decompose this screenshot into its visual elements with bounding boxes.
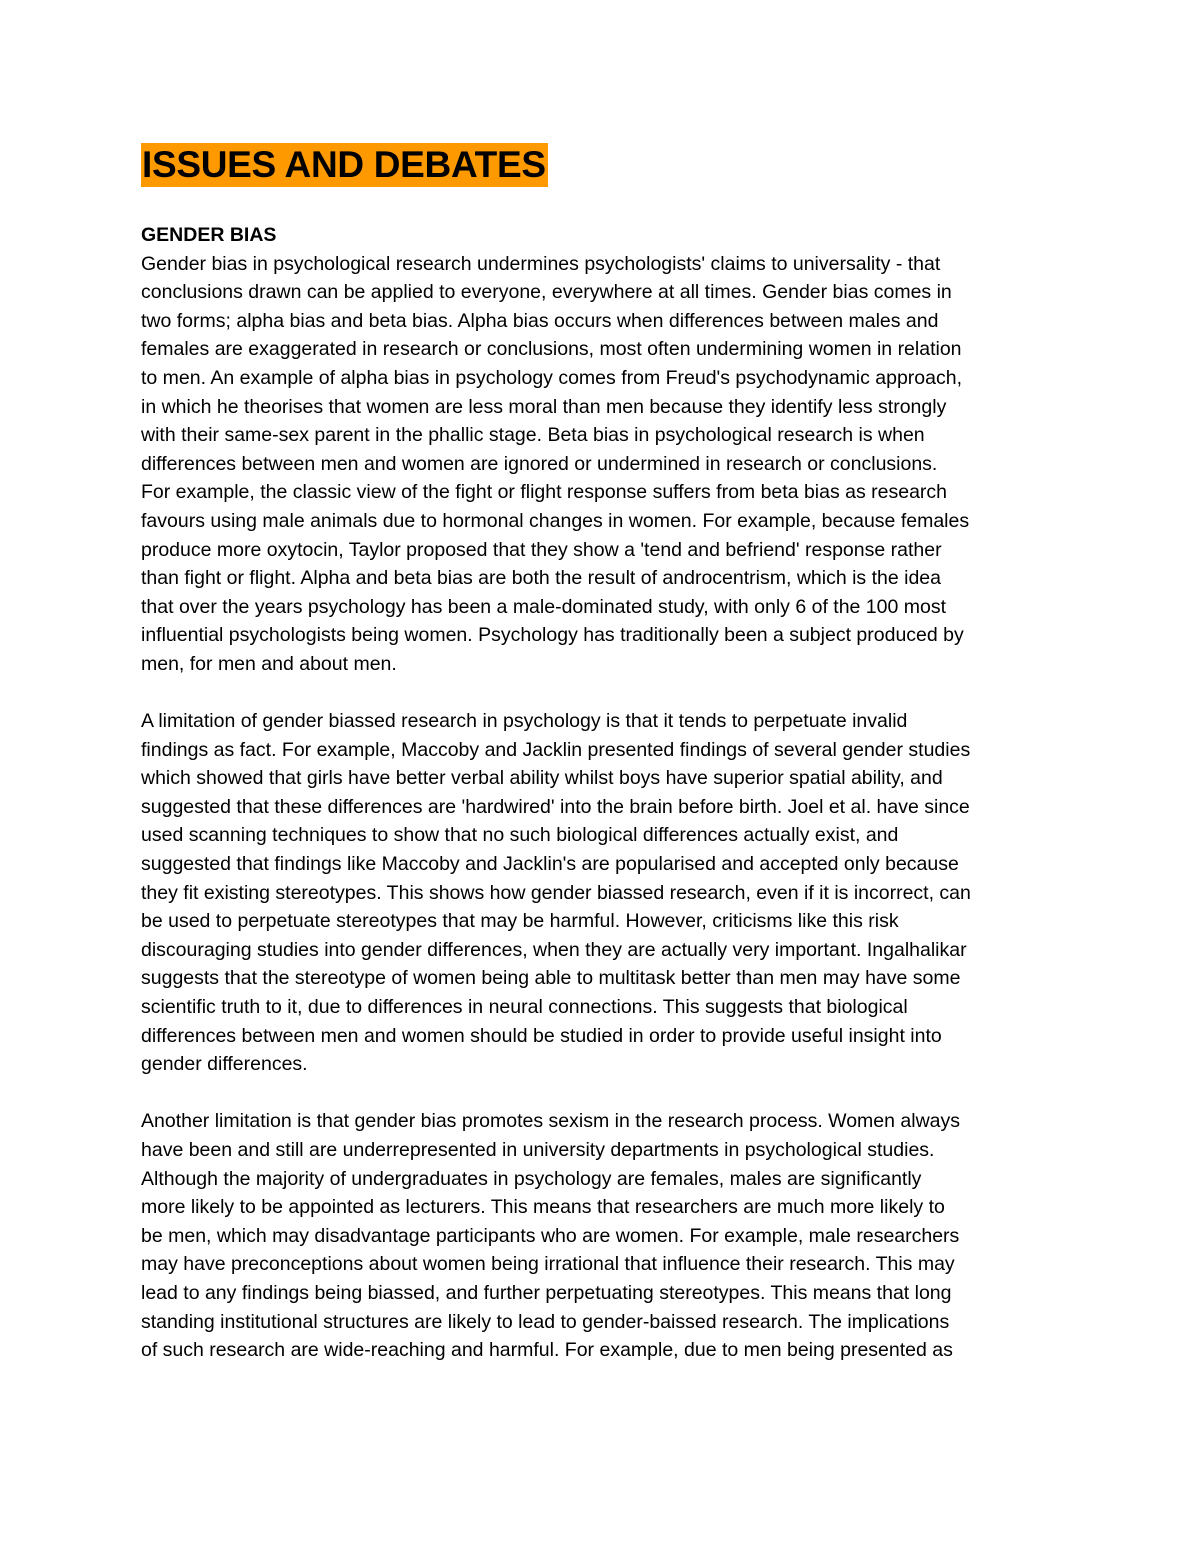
text-line: suggested that findings like Maccoby and Jacklin's are popularised and accepted only because [141, 853, 959, 876]
text-line: A limitation of gender biassed research in psychology is that it tends to perpetuate invalid [141, 710, 908, 733]
paragraph [141, 1107, 1071, 1364]
text-line: conclusions drawn can be applied to everyone, everywhere at all times. Gender bias comes in [141, 281, 952, 304]
text-line: differences between men and women are ignored or undermined in research or conclusions. [141, 452, 938, 475]
paragraph [141, 250, 1071, 679]
text-line: females are exaggerated in research or conclusions, most often undermining women in relation [141, 338, 962, 361]
text-line: in which he theorises that women are less moral than men because they identify less strongly [141, 395, 947, 418]
text-line: may have preconceptions about women being irrational that influence their research. This may [141, 1253, 955, 1276]
text-line: standing institutional structures are likely to lead to gender-baissed research. The implications [141, 1310, 950, 1333]
paragraph [141, 707, 1071, 1079]
text-line: For example, the classic view of the fight or flight response suffers from beta bias as research [141, 481, 948, 504]
text-line: favours using male animals due to hormonal changes in women. For example, because females [141, 509, 970, 532]
text-line: suggests that the stereotype of women being able to multitask better than men may have some [141, 967, 961, 990]
document-content [141, 143, 1071, 1365]
text-line: be men, which may disadvantage participants who are women. For example, male researchers [141, 1224, 960, 1247]
text-line: used scanning techniques to show that no such biological differences actually exist, and [141, 824, 899, 847]
text-line: more likely to be appointed as lecturers. This means that researchers are much more likely to [141, 1196, 945, 1219]
text-line: influential psychologists being women. Psychology has traditionally been a subject produced by [141, 624, 964, 647]
text-line: have been and still are underrepresented in university departments in psychological studies. [141, 1139, 935, 1161]
text-line: they fit existing stereotypes. This shows how gender biassed research, even if it is incorrect, can [141, 881, 971, 904]
paragraph-gap [141, 679, 1071, 708]
text-line: with their same-sex parent in the phallic stage. Beta bias in psychological research is when [141, 424, 925, 447]
text-line: that over the years psychology has been a male-dominated study, with only 6 of the 100 most [141, 595, 947, 618]
text-line: Although the majority of undergraduates in psychology are females, males are significantly [141, 1167, 922, 1190]
text-line: lead to any findings being biassed, and further perpetuating stereotypes. This means that long [141, 1281, 952, 1304]
text-line: Gender bias in psychological research undermines psychologists' claims to universality - that [141, 252, 941, 275]
text-line: scientific truth to it, due to differences in neural connections. This suggests that biological [141, 996, 908, 1019]
text-line: two forms; alpha bias and beta bias. Alpha bias occurs when differences between males and [141, 309, 939, 332]
paragraph-gap [141, 1079, 1071, 1108]
section-heading: GENDER BIAS [141, 224, 277, 246]
text-line: be used to perpetuate stereotypes that may be harmful. However, criticisms like this risk [141, 910, 899, 933]
text-line: discouraging studies into gender differences, when they are actually very important. Ingalhalikar [141, 938, 967, 961]
text-line: to men. An example of alpha bias in psychology comes from Freud's psychodynamic approach, [141, 366, 962, 389]
text-line: findings as fact. For example, Maccoby and Jacklin presented findings of several gender studies [141, 738, 971, 761]
text-line: differences between men and women should be studied in order to provide useful insight into [141, 1024, 942, 1047]
text-line: which showed that girls have better verbal ability whilst boys have superior spatial ability, and [141, 767, 943, 790]
text-line: men, for men and about men. [141, 652, 397, 675]
text-line: produce more oxytocin, Taylor proposed that they show a 'tend and befriend' response rather [141, 538, 942, 561]
text-line: gender differences. [141, 1053, 308, 1076]
text-line: than fight or flight. Alpha and beta bias are both the result of androcentrism, which is the idea [141, 567, 941, 590]
page-title: ISSUES AND DEBATES [142, 144, 546, 185]
text-line: of such research are wide-reaching and harmful. For example, due to men being presented as [141, 1339, 953, 1362]
text-line: suggested that these differences are 'hardwired' into the brain before birth. Joel et al. have since [141, 795, 970, 818]
text-line: Another limitation is that gender bias promotes sexism in the research process. Women always [141, 1110, 961, 1133]
title-wrapper [141, 143, 1071, 187]
